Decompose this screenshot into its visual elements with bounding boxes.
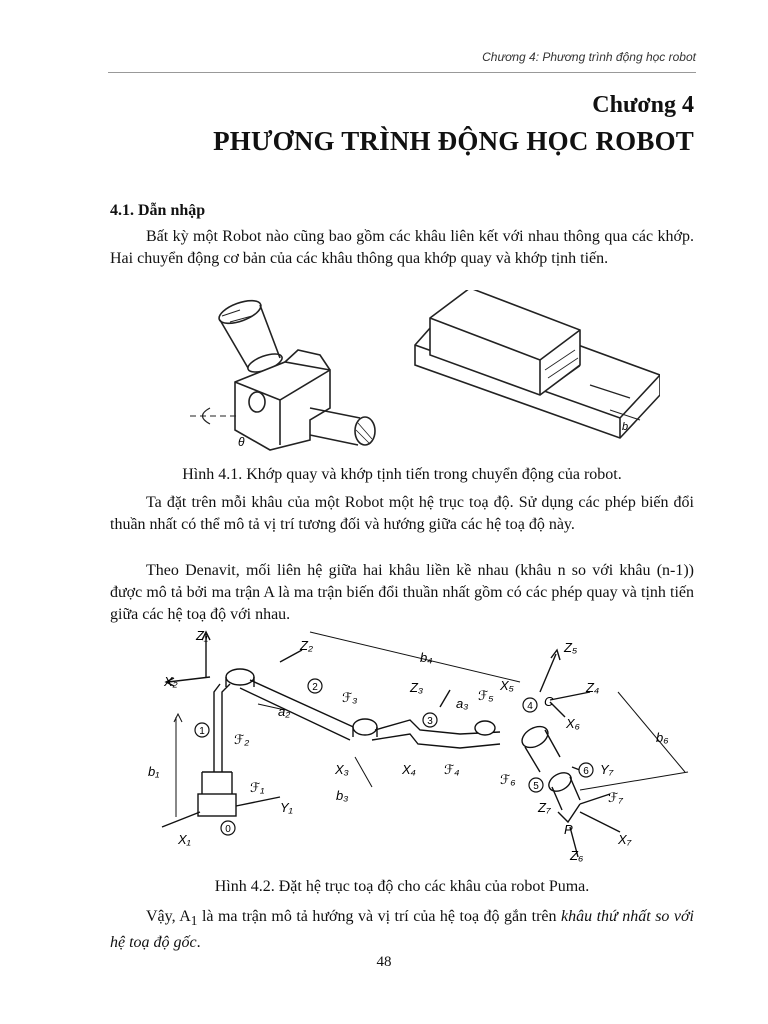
final-subscript: 1 [190,913,198,929]
label-x6: X₆ [566,716,580,731]
label-z6: Z₆ [570,848,584,863]
label-x2: X₂ [164,674,178,689]
label-f7: ℱ₇ [608,790,623,805]
theta-label: θ [238,435,245,449]
running-header: Chương 4: Phương trình động học robot [482,50,696,64]
label-f2: ℱ₂ [234,732,250,747]
label-p: P [564,822,573,837]
figure-joints [190,290,660,460]
chapter-title: PHƯƠNG TRÌNH ĐỘNG HỌC ROBOT [213,126,694,156]
circle-num-1: 1 [199,726,205,737]
label-a3: a₃ [456,696,469,711]
circle-num-3: 3 [427,716,433,727]
label-z4: Z₄ [586,680,600,695]
header-rule [108,72,696,73]
label-b4: b₄ [420,650,433,665]
label-x5: X₅ [500,678,514,693]
figure1-caption: Hình 4.1. Khớp quay và khớp tịnh tiến trong chuyển động của robot. [182,466,622,483]
figure2-caption: Hình 4.2. Đặt hệ trục toạ độ cho các khâu của robot Puma. [214,878,590,895]
label-z2: Z₂ [300,638,313,653]
final-middle: là ma trận mô tả hướng và vị trí của hệ toạ độ gắn trên [197,908,561,925]
label-x7: X₇ [618,832,632,847]
section-heading: 4.1. Dẫn nhập [110,202,206,219]
label-z7: Z₇ [538,800,551,815]
circle-num-0: 0 [225,824,231,835]
final-italic: khâu thứ nhất so với hệ toạ độ gốc [110,908,694,952]
label-f3: ℱ₃ [342,690,358,705]
label-x4: X₄ [402,762,416,777]
page-number: 48 [376,954,392,970]
circle-num-5: 5 [533,781,539,792]
circle-num-6: 6 [583,766,589,777]
circle-num-2: 2 [312,682,318,693]
label-z1: Z₁ [196,628,209,643]
label-f6: ℱ₆ [500,772,516,787]
final-suffix: . [196,934,201,952]
label-b6: b₆ [656,730,669,745]
label-y1: Y₁ [280,800,293,815]
paragraph-2: Ta đặt trên mỗi khâu của một Robot một hệ trục toạ độ. Sử dụng các phép biến đổi thuần nhất có thể mô tả vị trí tương đối và hướng giữa các hệ toạ độ này. [110,494,694,533]
label-x3: X₃ [335,762,349,777]
circle-num-4: 4 [527,701,533,712]
label-f5: ℱ₅ [478,688,494,703]
label-a2: a₂ [278,704,291,719]
label-c: C [544,694,554,709]
figure-puma-robot [140,622,700,872]
label-f4: ℱ₄ [444,762,460,777]
intro-paragraph: Bất kỳ một Robot nào cũng bao gồm các khâu liên kết với nhau thông qua các khớp. Hai chuyển động cơ bản của các khâu thông qua khớp quay và khớp tịnh tiến. [110,228,694,267]
paragraph-3: Theo Denavit, mối liên hệ giữa hai khâu liền kề nhau (khâu n so với khâu (n-1)) được mô tả bởi ma trận A là ma trận biến đổi thuần nhất gồm có các phép quay và tịnh tiến giữa các hệ toạ độ với nhau. [110,562,694,623]
b-label: b [622,421,629,433]
revolute-joint-drawing [190,296,375,450]
label-z3: Z₃ [410,680,424,695]
label-f1: ℱ₁ [250,780,265,795]
label-b3: b₃ [336,788,349,803]
robot-base [198,794,236,816]
prismatic-joint-drawing [415,290,660,438]
chapter-number: Chương 4 [592,92,694,118]
label-x1: X₁ [178,832,191,847]
final-paragraph [110,906,694,954]
label-b1: b₁ [148,764,160,779]
label-z5: Z₅ [564,640,578,655]
label-y7: Y₇ [600,762,614,777]
final-prefix: Vậy, A [146,908,191,925]
